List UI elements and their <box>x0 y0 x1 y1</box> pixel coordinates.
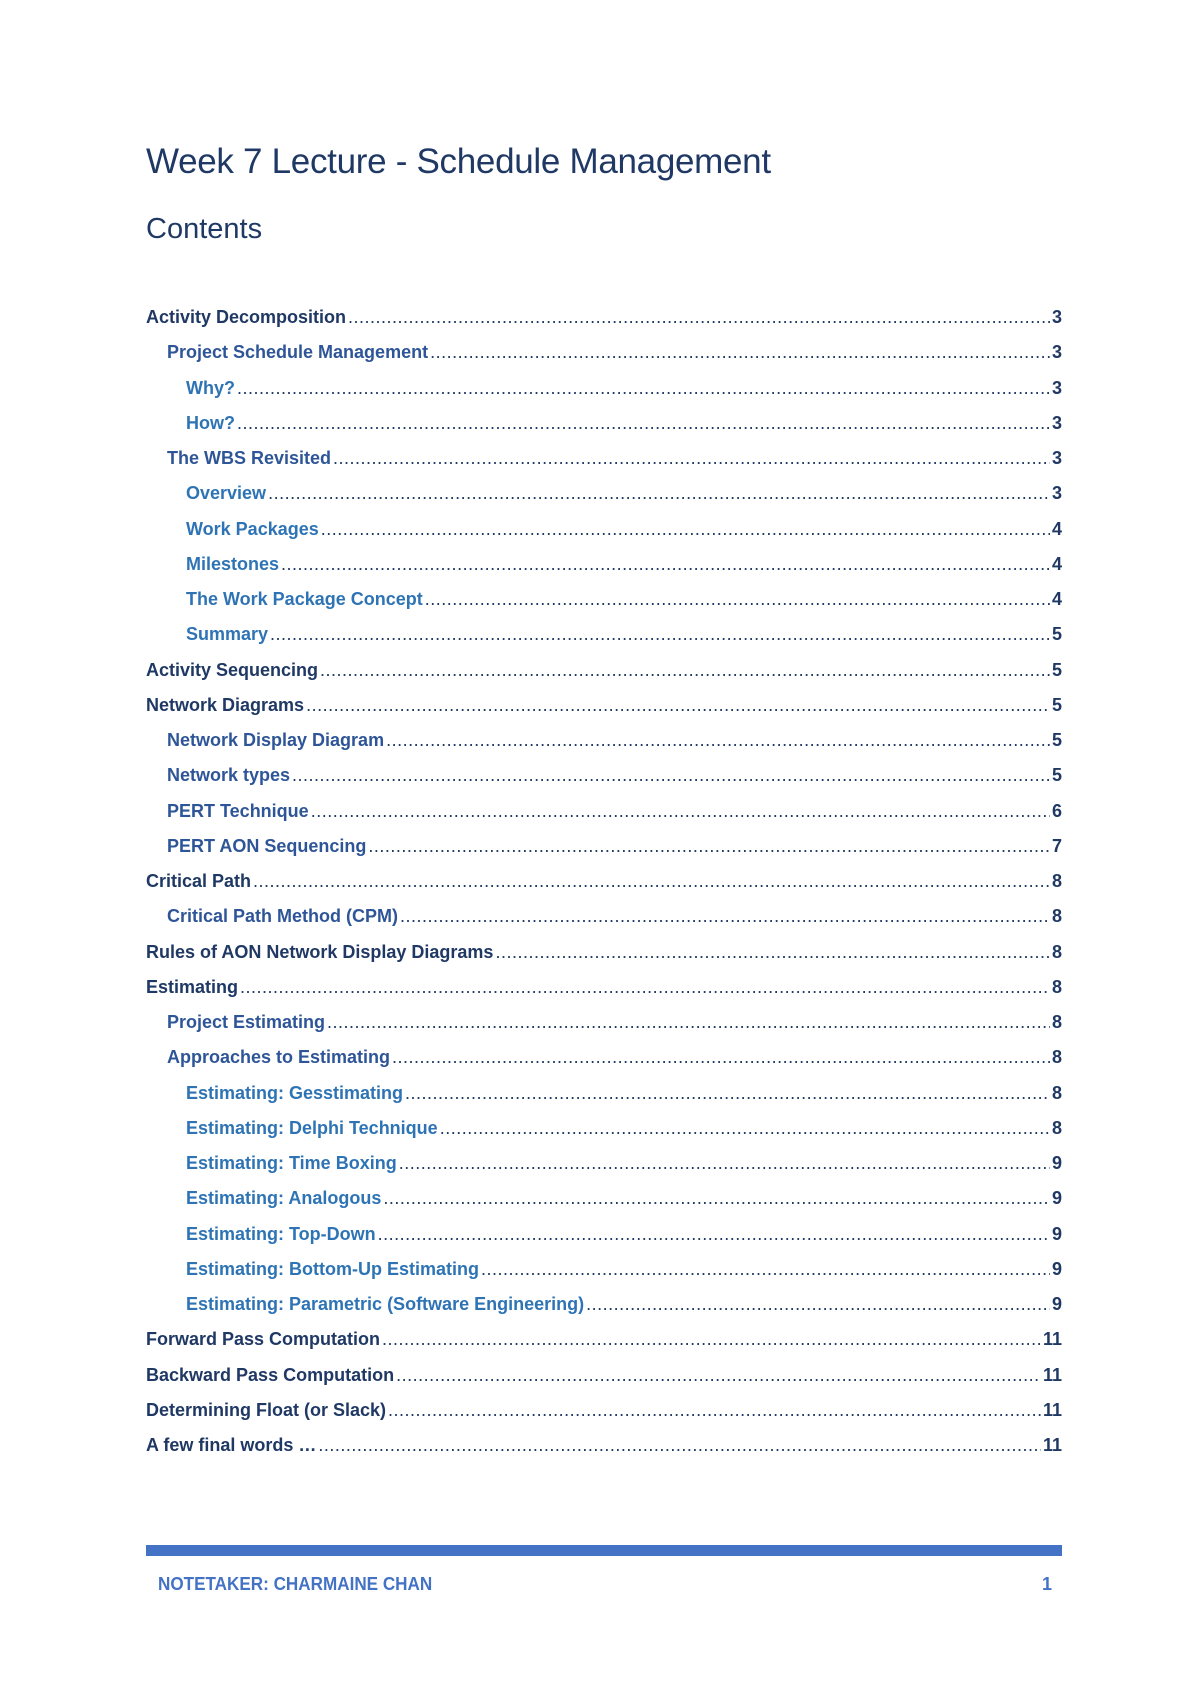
toc-entry-page-number: 9 <box>1051 1188 1062 1209</box>
toc-entry-label: The WBS Revisited <box>167 448 332 468</box>
toc-entry-page-number: 8 <box>1051 976 1062 997</box>
toc-entry[interactable] <box>146 942 1062 977</box>
toc-dot-leader <box>481 1259 1050 1280</box>
toc-entry-label: Estimating: Bottom-Up Estimating <box>186 1258 479 1279</box>
toc-entry-label: The Work Package Concept <box>186 589 423 609</box>
toc-dot-leader <box>396 1365 1041 1386</box>
toc-entry[interactable] <box>146 1294 1062 1329</box>
toc-entry-label: Estimating: Top-Down <box>186 1223 376 1244</box>
toc-dot-leader <box>306 695 1050 716</box>
toc-entry-label: Overview <box>186 483 267 504</box>
toc-entry-page-number: 4 <box>1051 553 1062 574</box>
footer-page-number: 1 <box>1041 1574 1052 1594</box>
toc-dot-leader <box>321 519 1050 540</box>
toc-entry-label: Network Display Diagram <box>167 730 385 750</box>
toc-entry[interactable] <box>146 1083 1062 1118</box>
document-title: Week 7 Lecture - Schedule Management <box>146 142 771 181</box>
toc-entry[interactable] <box>146 1047 1062 1082</box>
toc-entry[interactable] <box>146 483 1062 518</box>
toc-entry-label: How? <box>186 412 235 433</box>
toc-dot-leader <box>237 378 1050 399</box>
toc-entry-page-number: 7 <box>1051 835 1062 856</box>
toc-entry[interactable] <box>146 836 1062 871</box>
toc-entry-page-number: 11 <box>1042 1435 1062 1455</box>
toc-entry-page-number: 9 <box>1051 1153 1062 1173</box>
toc-entry-label: Estimating: Time Boxing <box>186 1153 397 1173</box>
toc-dot-leader <box>378 1224 1050 1245</box>
toc-entry[interactable] <box>146 906 1062 941</box>
toc-dot-leader <box>495 942 1050 963</box>
toc-heading: Contents <box>146 213 263 245</box>
toc-entry-page-number: 8 <box>1051 1012 1062 1032</box>
toc-entry-label: Project Estimating <box>167 1012 326 1032</box>
table-of-contents <box>146 307 1062 1470</box>
toc-entry[interactable] <box>146 342 1062 377</box>
toc-dot-leader <box>311 801 1050 822</box>
toc-entry-label: Project Schedule Management <box>167 342 429 363</box>
toc-entry-page-number: 11 <box>1042 1329 1062 1350</box>
toc-dot-leader <box>327 1012 1050 1033</box>
toc-entry-label: Forward Pass Computation <box>146 1329 381 1350</box>
toc-entry[interactable] <box>146 1329 1062 1364</box>
toc-entry[interactable] <box>146 554 1062 589</box>
toc-entry-label: Activity Decomposition <box>146 307 347 327</box>
toc-entry[interactable] <box>146 977 1062 1012</box>
toc-entry[interactable] <box>146 660 1062 695</box>
toc-entry[interactable] <box>146 1118 1062 1153</box>
toc-dot-leader <box>318 1435 1041 1456</box>
toc-entry-label: Network Diagrams <box>146 694 305 715</box>
toc-entry-label: Why? <box>186 377 235 398</box>
toc-dot-leader <box>333 448 1050 469</box>
toc-dot-leader <box>237 413 1050 434</box>
toc-entry[interactable] <box>146 871 1062 906</box>
toc-dot-leader <box>425 589 1050 610</box>
toc-dot-leader <box>399 1153 1050 1174</box>
toc-entry-label: A few final words … <box>146 1435 317 1455</box>
toc-entry-page-number: 11 <box>1042 1364 1062 1385</box>
toc-entry-page-number: 3 <box>1051 342 1062 363</box>
toc-entry-page-number: 4 <box>1051 518 1062 539</box>
toc-entry-label: PERT Technique <box>167 800 309 821</box>
toc-entry[interactable] <box>146 1365 1062 1400</box>
toc-dot-leader <box>292 765 1050 786</box>
toc-dot-leader <box>388 1400 1041 1421</box>
toc-dot-leader <box>281 554 1050 575</box>
toc-dot-leader <box>348 307 1050 328</box>
toc-entry-label: Milestones <box>186 553 280 574</box>
toc-entry-page-number: 3 <box>1051 377 1062 398</box>
toc-dot-leader <box>400 906 1050 927</box>
toc-entry-label: Critical Path <box>146 871 252 891</box>
toc-entry-label: Critical Path Method (CPM) <box>167 906 399 927</box>
toc-dot-leader <box>368 836 1050 857</box>
toc-entry-page-number: 5 <box>1051 765 1062 786</box>
toc-dot-leader <box>240 977 1050 998</box>
toc-entry[interactable] <box>146 1435 1062 1470</box>
toc-entry-page-number: 9 <box>1051 1294 1062 1314</box>
toc-entry-label: Estimating: Delphi Technique <box>186 1117 438 1138</box>
toc-entry-page-number: 8 <box>1051 1117 1062 1138</box>
toc-entry[interactable] <box>146 519 1062 554</box>
toc-entry[interactable] <box>146 413 1062 448</box>
toc-entry[interactable] <box>146 307 1062 342</box>
toc-entry-page-number: 4 <box>1051 589 1062 609</box>
toc-entry-label: Determining Float (or Slack) <box>146 1399 387 1420</box>
toc-entry-page-number: 9 <box>1051 1223 1062 1244</box>
toc-entry-page-number: 5 <box>1051 659 1062 680</box>
toc-dot-leader <box>253 871 1050 892</box>
toc-entry-page-number: 3 <box>1051 412 1062 433</box>
toc-dot-leader <box>320 660 1050 681</box>
toc-entry-label: PERT AON Sequencing <box>167 835 367 856</box>
toc-entry-label: Activity Sequencing <box>146 659 319 680</box>
toc-entry[interactable] <box>146 1224 1062 1259</box>
toc-entry-page-number: 8 <box>1051 871 1062 891</box>
toc-dot-leader <box>392 1047 1050 1068</box>
toc-entry[interactable] <box>146 448 1062 483</box>
toc-dot-leader <box>268 483 1050 504</box>
toc-entry-page-number: 9 <box>1051 1258 1062 1279</box>
toc-entry-page-number: 6 <box>1051 800 1062 821</box>
toc-entry[interactable] <box>146 378 1062 413</box>
toc-entry[interactable] <box>146 765 1062 800</box>
toc-entry-page-number: 5 <box>1051 730 1062 750</box>
toc-entry-page-number: 5 <box>1051 694 1062 715</box>
toc-entry[interactable] <box>146 1400 1062 1435</box>
toc-entry-page-number: 8 <box>1051 1082 1062 1103</box>
toc-dot-leader <box>382 1329 1041 1350</box>
toc-entry-page-number: 3 <box>1051 483 1062 504</box>
toc-entry-page-number: 8 <box>1051 906 1062 927</box>
toc-dot-leader <box>440 1118 1050 1139</box>
toc-entry-page-number: 3 <box>1051 448 1062 468</box>
footer-notetaker: NOTETAKER: CHARMAINE CHAN <box>158 1574 433 1594</box>
toc-entry-label: Estimating: Analogous <box>186 1188 382 1209</box>
toc-entry-label: Work Packages <box>186 518 319 539</box>
toc-entry[interactable] <box>146 589 1062 624</box>
toc-entry-label: Network types <box>167 765 291 786</box>
toc-entry-label: Backward Pass Computation <box>146 1364 395 1385</box>
toc-entry-label: Summary <box>186 624 269 645</box>
toc-dot-leader <box>386 730 1050 751</box>
toc-entry-label: Estimating: Parametric (Software Engineering) <box>186 1294 585 1314</box>
toc-entry[interactable] <box>146 1012 1062 1047</box>
toc-entry[interactable] <box>146 1188 1062 1223</box>
toc-entry[interactable] <box>146 730 1062 765</box>
toc-dot-leader <box>405 1083 1050 1104</box>
toc-dot-leader <box>383 1188 1050 1209</box>
toc-entry-page-number: 11 <box>1042 1399 1062 1420</box>
toc-entry[interactable] <box>146 1259 1062 1294</box>
toc-dot-leader <box>270 624 1050 645</box>
toc-entry-label: Estimating: Gesstimating <box>186 1082 404 1103</box>
toc-entry-page-number: 8 <box>1051 941 1062 962</box>
toc-entry-label: Estimating <box>146 976 239 997</box>
toc-entry[interactable] <box>146 695 1062 730</box>
toc-entry-label: Rules of AON Network Display Diagrams <box>146 941 494 962</box>
footer-divider <box>146 1545 1062 1556</box>
toc-entry[interactable] <box>146 801 1062 836</box>
toc-entry-label: Approaches to Estimating <box>167 1047 391 1068</box>
toc-dot-leader <box>586 1294 1050 1315</box>
toc-entry[interactable] <box>146 1153 1062 1188</box>
toc-dot-leader <box>430 342 1050 363</box>
toc-entry[interactable] <box>146 624 1062 659</box>
toc-entry-page-number: 3 <box>1051 307 1062 327</box>
toc-entry-page-number: 8 <box>1051 1047 1062 1068</box>
toc-entry-page-number: 5 <box>1051 624 1062 645</box>
